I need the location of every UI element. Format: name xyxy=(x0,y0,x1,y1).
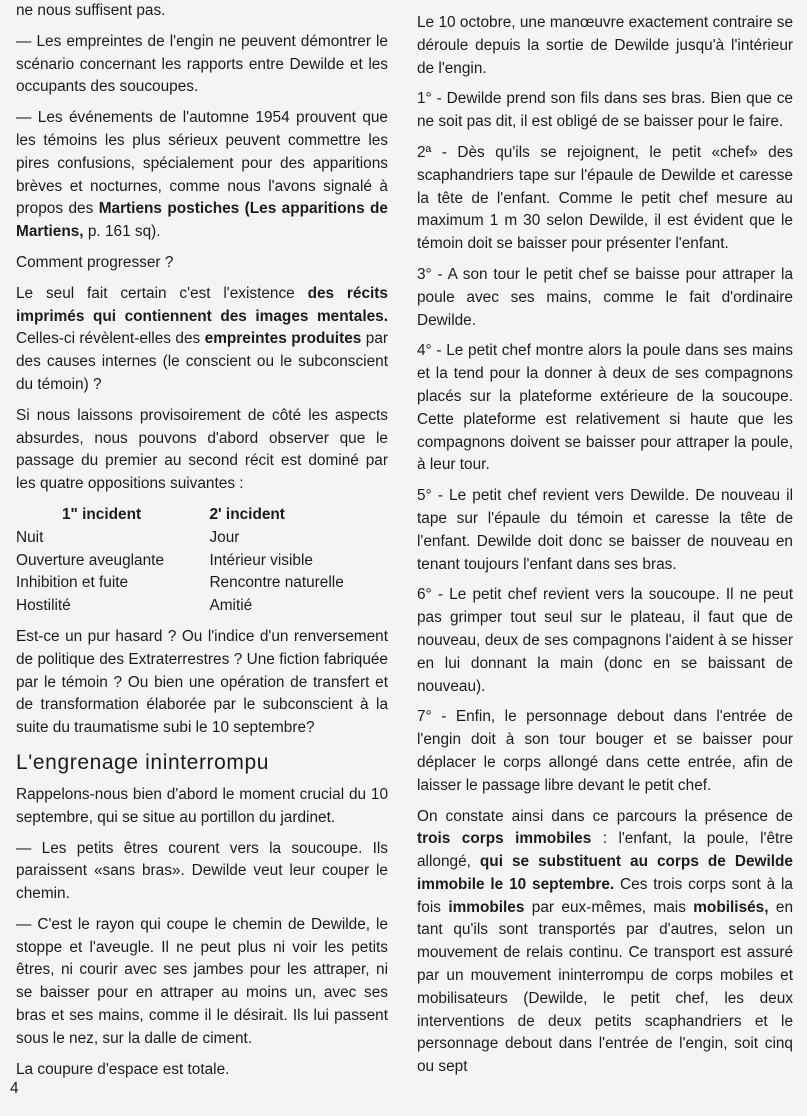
left-column xyxy=(16,0,388,1089)
paragraph: Comment progresser ? xyxy=(16,253,174,271)
paragraph: 1° - Dewilde prend son fils dans ses bras. Bien que ce ne soit pas dit, il est obligé de se baisser pour le faire. xyxy=(417,90,793,131)
paragraph: On constate ainsi dans ce parcours la présence de trois corps immobiles : l'enfant, la poule, l'être allongé, qui se substituent au corps de Dewilde immobile le 10 septembre. Ces trois corps sont à la fois immobiles par eux-mêmes, mais mobilisés, en tant qu'ils sont transportés par d'autres, selon un mouvement de relais continu. Ce transport est assuré par un mouvement ininterrompu de corps mobiles et mobilisateurs (Dewilde, le petit chef, les deux interventions de deux petits scaphandriers et le personnage debout dans l'entrée de l'engin, soit cinq ou sept xyxy=(417,807,793,1076)
table-cell: Hostilité xyxy=(16,597,71,615)
right-column xyxy=(417,0,793,1087)
paragraph: ne nous suffisent pas. xyxy=(16,2,166,19)
table-header-second-incident: 2' incident xyxy=(209,505,285,523)
page-number: 4 xyxy=(10,1080,19,1097)
table-cell: Inhibition et fuite xyxy=(16,574,129,592)
paragraph: — Les événements de l'automne 1954 prouvent que les témoins les plus sérieux peuvent commettre les pires confusions, spécialement pour des apparitions brèves et nocturnes, comme nous l'avons signalé à propos des Martiens postiches (Les apparitions de Martiens, p. 161 sq). xyxy=(16,109,388,241)
paragraph: 2ª - Dès qu'ils se rejoignent, le petit «chef» des scaphandriers tape sur l'épaule de Dewilde et caresse la tête de l'enfant. Comme le petit chef mesure au maximum 1 m 30 selon Dewilde, il est évident que le témoin doit se baisser pour présenter l'enfant. xyxy=(417,143,793,253)
oppositions-table xyxy=(16,504,388,618)
paragraph: Le seul fait certain c'est l'existence des récits imprimés qui contiennent des images mentales. Celles-ci révèlent-elles des empreintes produites par des causes internes (le conscient ou le subconscient du témoin) ? xyxy=(16,284,389,393)
paragraph: La coupure d'espace est totale. xyxy=(16,1060,230,1078)
paragraph: Si nous laissons provisoirement de côté les aspects absurdes, nous pouvons d'abord observer que le passage du premier au second récit est dominé par les quatre oppositions suivantes : xyxy=(16,406,388,493)
table-row xyxy=(16,527,388,550)
paragraph: 4° - Le petit chef montre alors la poule dans ses mains et la tend pour la donner à deux de ses compagnons placés sur la plateforme extérieure de la soucoupe. Cette plateforme est relativement si haute que les compagnons doivent se baisser pour attraper la poule, à leur tour. xyxy=(417,342,793,474)
table-cell: Amitié xyxy=(209,597,253,615)
table-row xyxy=(16,572,388,595)
paragraph: Est-ce un pur hasard ? Ou l'indice d'un renversement de politique des Extraterrestres ? Une fiction fabriquée par le témoin ? Ou bien une opération de transfert et de transformation élaborée par le subconscient à la suite du traumatisme subi le 10 septembre? xyxy=(16,627,388,737)
table-cell: Intérieur visible xyxy=(209,551,313,569)
paragraph: Le 10 octobre, une manœuvre exactement contraire se déroule depuis la sortie de Dewilde jusqu'à l'intérieur de l'engin. xyxy=(417,14,793,77)
paragraph: — Les petits êtres courent vers la soucoupe. Ils paraissent «sans bras». Dewilde veut leur couper le chemin. xyxy=(16,839,388,903)
table-row xyxy=(16,550,388,573)
paragraph: Rappelons-nous bien d'abord le moment crucial du 10 septembre, qui se situe au portillon du jardinet. xyxy=(16,785,388,826)
paragraph: 5° - Le petit chef revient vers Dewilde. De nouveau il tape sur l'épaule du témoin et caresse la tête de l'enfant. Dewilde doit donc se baisser de nouveau en tenant toujours l'enfant dans ses bras. xyxy=(417,487,793,573)
section-heading: L'engrenage ininterrompu xyxy=(16,750,270,774)
table-cell: Rencontre naturelle xyxy=(209,574,344,592)
paragraph: 7° - Enfin, le personnage debout dans l'entrée de l'engin doit à son tour bouger et se baisser pour déplacer le corps allongé dans cette entrée, afin de laisser le passage libre devant le petit chef. xyxy=(417,708,793,794)
paragraph: — C'est le rayon qui coupe le chemin de Dewilde, le stoppe et l'aveugle. Il ne peut plus ni voir les petits êtres, ni courir avec ses jambes pour les attraper, ni se baisser pour en attraper au moins un, avec ses bras et ses mains, comme il le désirait. Ils lui passent sous le nez, sur la dalle de ciment. xyxy=(16,915,388,1047)
paragraph: — Les empreintes de l'engin ne peuvent démontrer le scénario concernant les rapports entre Dewilde et les occupants des soucoupes. xyxy=(16,32,388,96)
table-header-first-incident: 1" incident xyxy=(62,505,142,523)
table-cell: Ouverture aveuglante xyxy=(16,551,165,569)
table-cell: Jour xyxy=(209,528,240,546)
table-row xyxy=(16,595,388,618)
paragraph: 3° - A son tour le petit chef se baisse pour attraper la poule avec ses mains, comme le fait d'ordinaire Dewilde. xyxy=(417,265,793,329)
paragraph: 6° - Le petit chef revient vers la soucoupe. Il ne peut pas grimper tout seul sur le plateau, il faut que de nouveau, deux de ses compagnons l'aident à se hisser en lui donnant la main (donc en se baissant de nouveau). xyxy=(417,586,793,695)
table-cell: Nuit xyxy=(16,528,44,546)
